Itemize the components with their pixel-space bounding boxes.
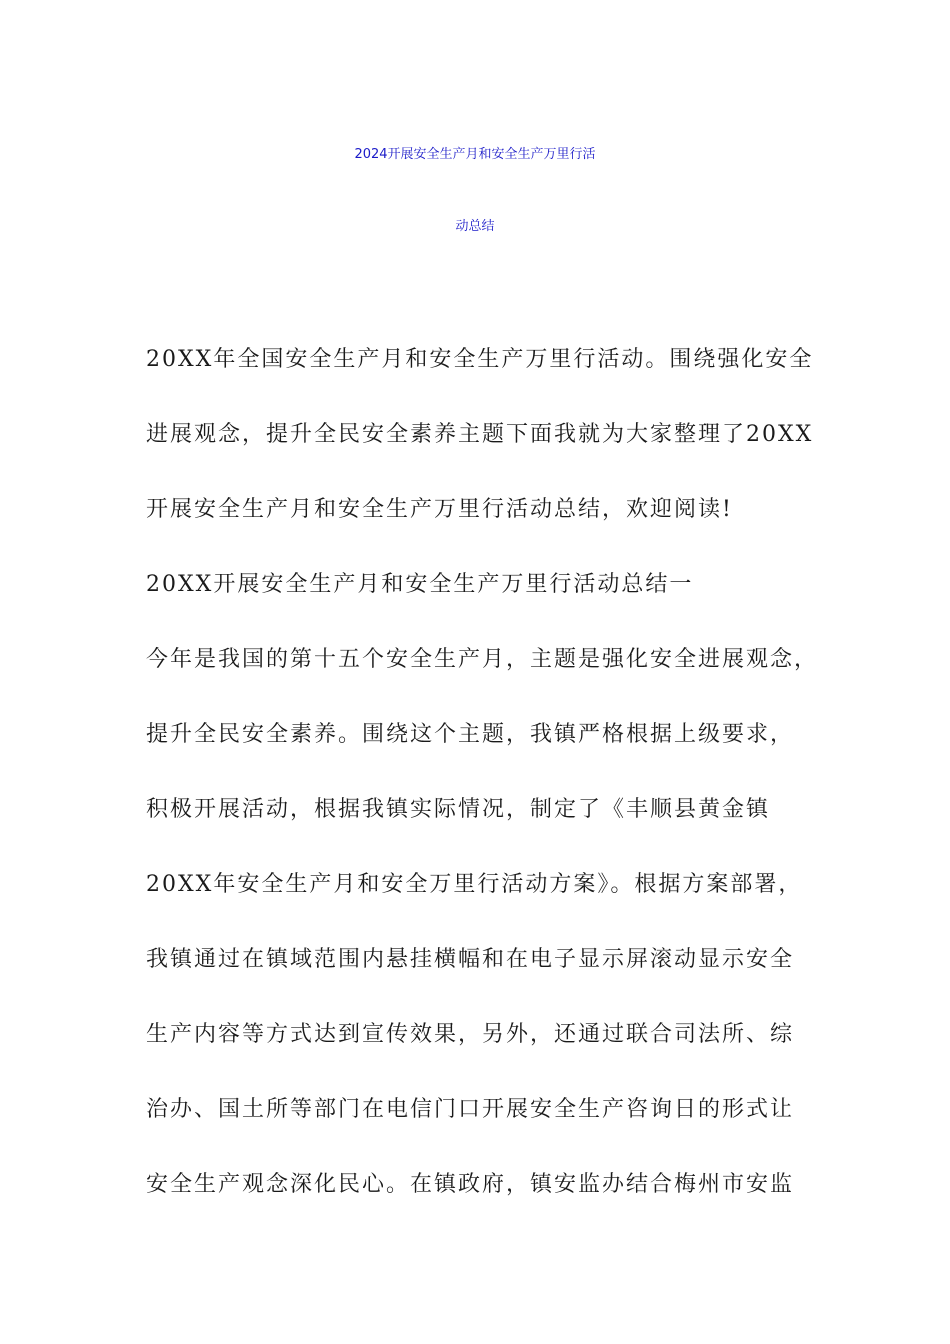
body-line-9: 我镇通过在镇域范围内悬挂横幅和在电子显示屏滚动显示安全 — [146, 947, 795, 972]
body-line-12: 安全生产观念深化民心。在镇政府，镇安监办结合梅州市安监 — [146, 1172, 795, 1197]
document-title-line-2: 动总结 — [455, 219, 495, 234]
body-line-10: 生产内容等方式达到宣传效果，另外，还通过联合司法所、综 — [146, 1022, 795, 1047]
body-line-2: 进展观念，提升全民安全素养主题下面我就为大家整理了20XX — [146, 422, 814, 447]
section-heading: 20XX开展安全生产月和安全生产万里行活动总结一 — [146, 572, 694, 597]
body-line-3: 开展安全生产月和安全生产万里行活动总结，欢迎阅读! — [146, 497, 733, 522]
body-line-11: 治办、国土所等部门在电信门口开展安全生产咨询日的形式让 — [146, 1097, 795, 1122]
document-title-line-1: 2024开展安全生产月和安全生产万里行活 — [354, 147, 596, 162]
body-line-7: 积极开展活动，根据我镇实际情况，制定了《丰顺县黄金镇 — [146, 797, 771, 822]
body-line-1: 20XX年全国安全生产月和安全生产万里行活动。围绕强化安全 — [146, 347, 814, 372]
body-line-6: 提升全民安全素养。围绕这个主题，我镇严格根据上级要求， — [146, 722, 795, 747]
body-line-5: 今年是我国的第十五个安全生产月，主题是强化安全进展观念， — [146, 647, 819, 672]
body-line-8: 20XX年安全生产月和安全万里行活动方案》。根据方案部署， — [146, 872, 803, 897]
